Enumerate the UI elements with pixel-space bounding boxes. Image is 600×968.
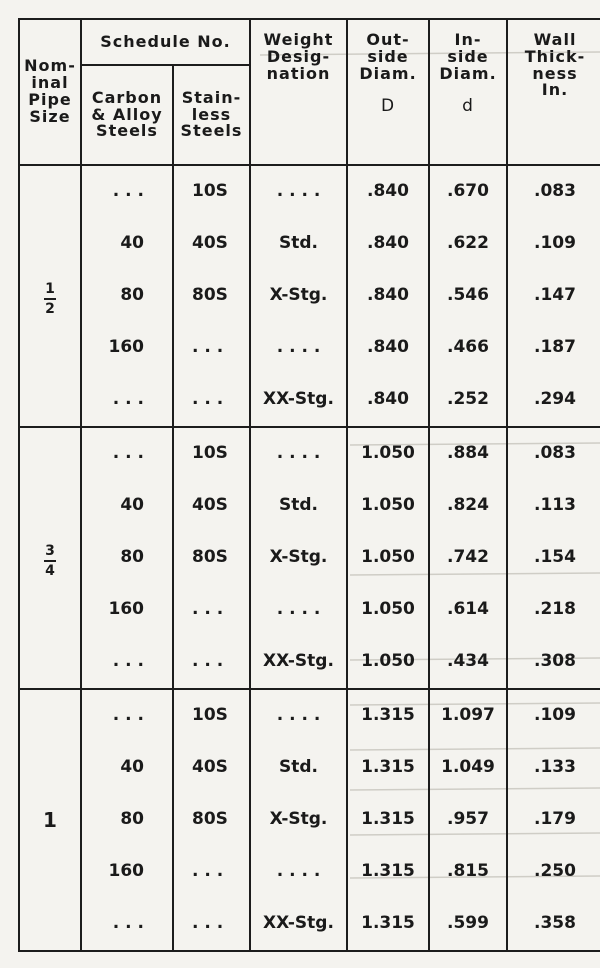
- pipe-size-group: [19, 165, 600, 427]
- header-line: Diam.: [439, 63, 497, 83]
- table-cell-value: 1.050: [361, 599, 415, 620]
- table-cell-value: 1.050: [361, 651, 415, 672]
- table-cell-value: .884: [447, 443, 489, 464]
- pipe-size-group: [19, 689, 600, 951]
- table-cell-value: .109: [534, 705, 576, 726]
- stainless-schedule-cell: [173, 427, 250, 689]
- header-line: In-: [454, 30, 482, 49]
- table-cell-value: . . .: [112, 651, 144, 672]
- table-cell-value: . . .: [192, 599, 224, 620]
- table-cell-value: 1.097: [441, 705, 495, 726]
- header-line: nation: [266, 63, 331, 83]
- table-cell-value: .670: [447, 181, 489, 202]
- inside-diameter-cell: [429, 427, 507, 689]
- carbon-schedule-cell: [81, 689, 173, 951]
- table-cell-value: X-Stg.: [269, 285, 328, 306]
- header-line: ness: [532, 63, 578, 83]
- header-line: Diam.: [359, 63, 417, 83]
- header-line: side: [447, 46, 489, 66]
- table-cell-value: 80S: [192, 285, 228, 306]
- table-cell-value: .957: [447, 809, 489, 830]
- table-cell-value: . . . .: [276, 443, 321, 464]
- table-cell-value: . . .: [192, 913, 224, 934]
- table-cell-value: .614: [447, 599, 489, 620]
- inside-diameter-cell: [429, 689, 507, 951]
- table-cell-value: .109: [534, 233, 576, 254]
- table-cell-value: 40: [120, 233, 144, 254]
- table-cell-value: 1.315: [361, 913, 415, 934]
- wall-thickness-cell: [507, 689, 600, 951]
- table-cell-value: Std.: [279, 233, 318, 254]
- nominal-size-cell: [19, 165, 81, 427]
- table-cell-value: Std.: [279, 757, 318, 778]
- outside-diameter-cell: [347, 427, 429, 689]
- header-line: Steels: [96, 121, 158, 141]
- table-cell-value: . . .: [112, 389, 144, 410]
- table-cell-value: . . .: [192, 337, 224, 358]
- table-cell-value: .622: [447, 233, 489, 254]
- header-wall-thickness: [507, 19, 600, 165]
- table-cell-value: XX-Stg.: [263, 913, 334, 934]
- table-cell-value: .599: [447, 913, 489, 934]
- table-cell-value: .218: [534, 599, 576, 620]
- table-cell-value: .742: [447, 547, 489, 568]
- table-cell-value: .147: [534, 285, 576, 306]
- header-weight-designation: [250, 19, 347, 165]
- header-line: Wall: [533, 30, 577, 49]
- fraction-bar: [44, 560, 56, 562]
- header-line: Steels: [180, 121, 243, 141]
- table-cell-value: 80S: [192, 809, 228, 830]
- table-cell-value: 1.050: [361, 547, 415, 568]
- table-cell-value: . . . .: [276, 599, 321, 620]
- table-cell-value: X-Stg.: [269, 547, 328, 568]
- stainless-schedule-cell: [173, 689, 250, 951]
- table-cell-value: .840: [367, 337, 409, 358]
- table-cell-value: .546: [447, 285, 489, 306]
- table-cell-value: .358: [534, 913, 576, 934]
- table-cell-value: .840: [367, 233, 409, 254]
- table-cell-value: . . . .: [276, 337, 321, 358]
- table-cell-value: .466: [447, 337, 489, 358]
- table-cell-value: .824: [447, 495, 489, 516]
- inside-diameter-cell: [429, 165, 507, 427]
- table-cell-value: 40S: [192, 495, 228, 516]
- table-cell-value: 40: [120, 757, 144, 778]
- outside-diameter-cell: [347, 689, 429, 951]
- header-stainless-steels: [173, 65, 250, 165]
- carbon-schedule-cell: [81, 165, 173, 427]
- pipe-size-group: [19, 427, 600, 689]
- header-line: In.: [541, 80, 569, 100]
- table-cell-value: XX-Stg.: [263, 389, 334, 410]
- outside-diameter-symbol: D: [380, 96, 396, 117]
- table-cell-value: . . . .: [276, 705, 321, 726]
- header-line: Size: [29, 106, 71, 126]
- table-cell-value: .434: [447, 651, 489, 672]
- table-cell-value: 80: [120, 809, 144, 830]
- table-cell-value: 1.050: [361, 443, 415, 464]
- table-cell-value: .308: [534, 651, 576, 672]
- table-cell-value: 10S: [192, 705, 228, 726]
- table-cell-value: .815: [447, 861, 489, 882]
- table-cell-value: 80S: [192, 547, 228, 568]
- table-cell-value: .250: [534, 861, 576, 882]
- table-cell-value: 1.049: [441, 757, 495, 778]
- table-cell-value: .840: [367, 181, 409, 202]
- table-cell-value: .840: [367, 285, 409, 306]
- weight-designation-cell: [250, 427, 347, 689]
- table-cell-value: 80: [120, 547, 144, 568]
- header-carbon-alloy-steels: [81, 65, 173, 165]
- header-line: Carbon: [91, 87, 163, 107]
- table-cell-value: .133: [534, 757, 576, 778]
- table-cell-value: . . .: [112, 443, 144, 464]
- table-cell-value: 10S: [192, 443, 228, 464]
- table-cell-value: .083: [534, 181, 576, 202]
- carbon-schedule-cell: [81, 427, 173, 689]
- header-line: Thick-: [524, 46, 586, 66]
- table-cell-value: 1.315: [361, 757, 415, 778]
- header-line: side: [367, 46, 409, 66]
- table-cell-value: .252: [447, 389, 489, 410]
- size-fraction: $\frac{1}{2}$: [45, 281, 55, 317]
- table-cell-value: .113: [534, 495, 576, 516]
- table-cell-value: .294: [534, 389, 576, 410]
- header-line: & Alloy: [91, 104, 163, 124]
- table-cell-value: 40: [120, 495, 144, 516]
- outside-diameter-cell: [347, 165, 429, 427]
- table-cell-value: X-Stg.: [269, 809, 328, 830]
- table-cell-value: . . . .: [276, 861, 321, 882]
- header-line: inal: [31, 73, 69, 93]
- header-line: less: [191, 104, 232, 124]
- table-cell-value: 160: [108, 337, 144, 358]
- table-cell-value: XX-Stg.: [263, 651, 334, 672]
- table-cell-value: . . .: [192, 389, 224, 410]
- header-line: Pipe: [28, 90, 72, 109]
- table-cell-value: 40S: [192, 233, 228, 254]
- header-schedule-no: Schedule No.: [81, 19, 250, 65]
- header-outside-diameter: [347, 19, 429, 165]
- table-cell-value: .179: [534, 809, 576, 830]
- table-cell-value: . . .: [112, 913, 144, 934]
- stainless-schedule-cell: [173, 165, 250, 427]
- table-cell-value: . . .: [112, 705, 144, 726]
- table-cell-value: 160: [108, 861, 144, 882]
- wall-thickness-cell: [507, 165, 600, 427]
- table-cell-value: 1.315: [361, 809, 415, 830]
- table-cell-value: 1.315: [361, 705, 415, 726]
- pipe-dimensions-table: [18, 18, 600, 952]
- table-cell-value: . . . .: [276, 181, 321, 202]
- table-cell-value: 80: [120, 285, 144, 306]
- table-cell-value: Std.: [279, 495, 318, 516]
- header-nominal-pipe-size: [19, 19, 81, 165]
- table-cell-value: .154: [534, 547, 576, 568]
- table-cell-value: 1.315: [361, 861, 415, 882]
- header-line: Nom-: [24, 56, 76, 76]
- table-cell-value: . . .: [192, 651, 224, 672]
- header-inside-diameter: [429, 19, 507, 165]
- table-cell-value: 1.050: [361, 495, 415, 516]
- table-cell-value: . . .: [112, 181, 144, 202]
- weight-designation-cell: [250, 165, 347, 427]
- table-cell-value: .840: [367, 389, 409, 410]
- table-cell-value: . . .: [192, 861, 224, 882]
- header-line: Out-: [366, 30, 410, 49]
- table-cell-value: 40S: [192, 757, 228, 778]
- header-line: Weight: [263, 30, 334, 49]
- table-cell-value: .083: [534, 443, 576, 464]
- fraction-bar: [44, 298, 56, 300]
- header-line: Stain-: [181, 87, 242, 107]
- wall-thickness-cell: [507, 427, 600, 689]
- nominal-size-cell: [19, 427, 81, 689]
- inside-diameter-symbol: d: [462, 96, 474, 117]
- weight-designation-cell: [250, 689, 347, 951]
- nominal-size-cell: 1: [19, 689, 81, 951]
- table-cell-value: 10S: [192, 181, 228, 202]
- size-fraction: $\frac{3}{4}$: [45, 543, 55, 579]
- table-cell-value: 160: [108, 599, 144, 620]
- table-cell-value: .187: [534, 337, 576, 358]
- header-line: Desig-: [266, 46, 331, 66]
